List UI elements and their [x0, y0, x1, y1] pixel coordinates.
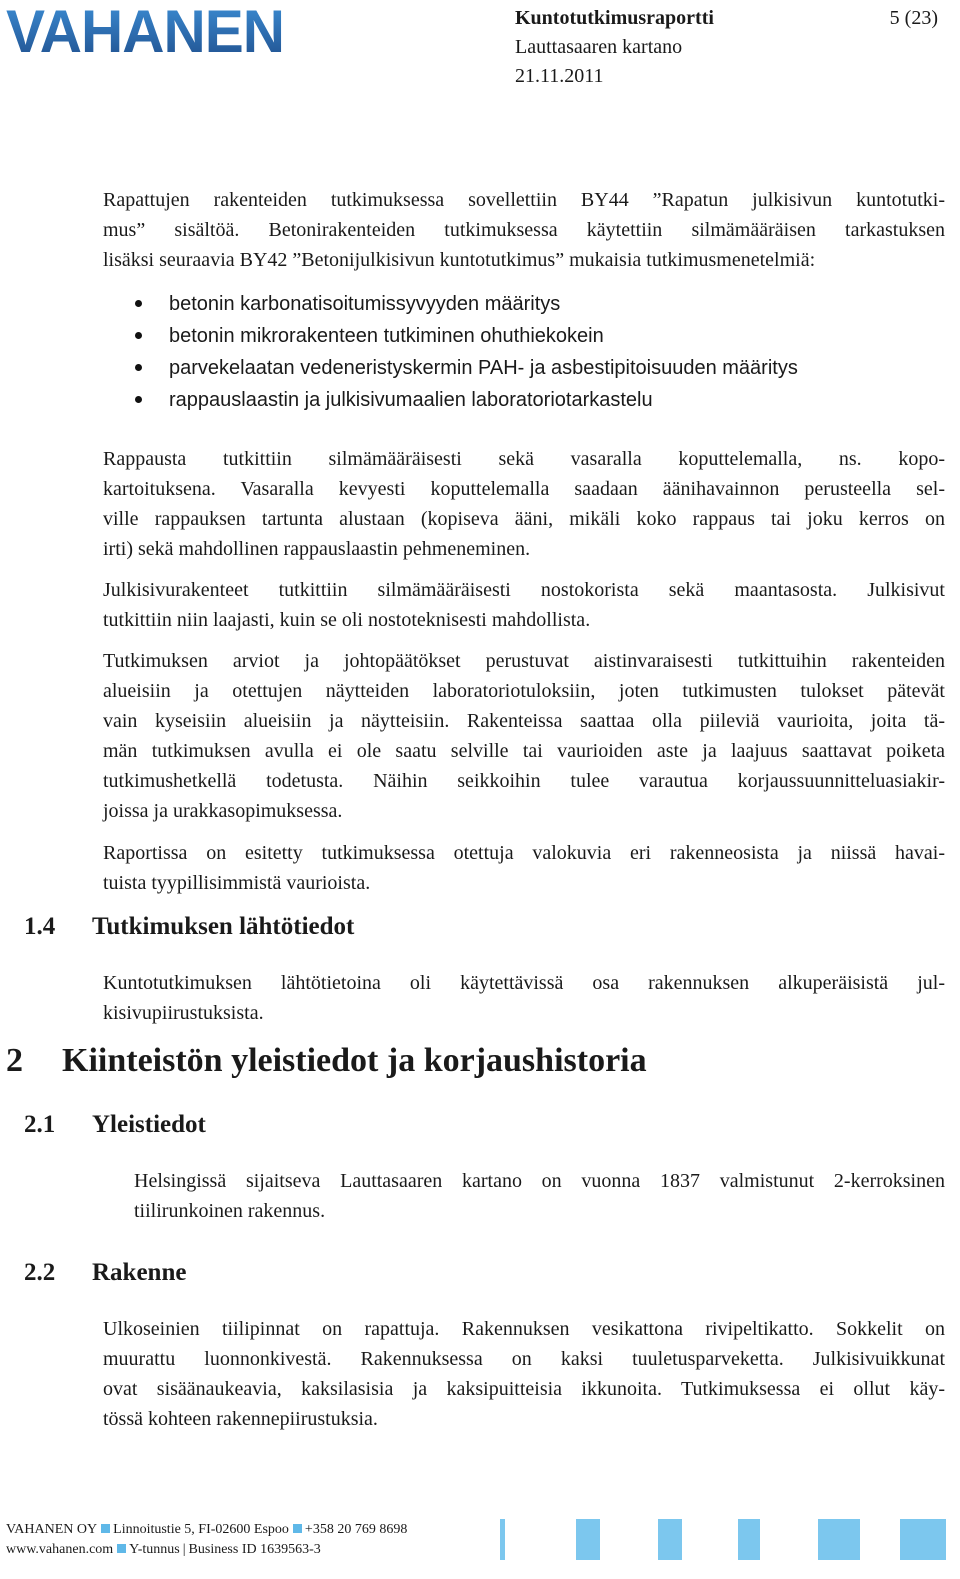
text-line: kisivupiirustuksista.	[103, 1002, 264, 1024]
footer-line-1	[6, 1520, 407, 1540]
paragraph-conclusions	[103, 646, 945, 826]
text-line: joissa ja urakkasopimuksessa.	[103, 800, 343, 822]
paragraph-source-data	[103, 968, 945, 1028]
text-line: Rapattujen rakenteiden tutkimuksessa sovellettiin BY44 ”Rapatun julkisivun kuntotutki-	[103, 189, 945, 211]
text-line: ovat sisäänaukeavia, kaksilasisia ja kaksipuitteisia ikkunoita. Tutkimuksessa ei ollut käy-	[103, 1378, 945, 1400]
text-line: ville rappauksen tartunta alustaan (kopiseva ääni, mikäli koko rappaus tai joku kerros on	[103, 508, 945, 530]
report-title: Kuntotutkimusraportti	[515, 7, 714, 29]
text-line: Ulkoseinien tiilipinnat on rapattuja. Rakennuksen vesikattona rivipeltikatto. Sokkelit on	[103, 1318, 945, 1340]
footer-address: Linnoitustie 5, FI-02600 Espoo	[113, 1522, 289, 1537]
text-line: kartoituksena. Vasaralla kevyesti koputtelemalla saadaan äänihavainnon perusteella sel-	[103, 478, 945, 500]
text-line: män tutkimuksen avulla ei ole saatu selville tai vaurioiden aste ja laajuus saattavat poiketa	[103, 740, 945, 762]
bullet-icon	[135, 364, 142, 371]
footer-phone: +358 20 769 8698	[304, 1522, 408, 1537]
list-item	[133, 352, 945, 384]
footer-line-2	[6, 1540, 321, 1560]
section-number: 1.4	[24, 913, 56, 940]
section-heading-2-2	[24, 1257, 624, 1289]
chapter-title: Kiinteistön yleistiedot ja korjaushistoria	[62, 1042, 647, 1079]
section-number: 2.1	[24, 1111, 56, 1138]
paragraph-photos	[103, 838, 945, 898]
text-line: mus” sisältöä. Betonirakenteiden tutkimuksessa käytettiin silmämääräisen tarkastuksen	[103, 219, 945, 241]
text-line: Kuntotutkimuksen lähtötietoina oli käytettävissä osa rakennuksen alkuperäisistä jul-	[103, 972, 945, 994]
chapter-number: 2	[6, 1042, 23, 1079]
paragraph-rendering	[103, 444, 945, 564]
section-number: 2.2	[24, 1259, 56, 1286]
page-number: 5 (23)	[889, 7, 938, 29]
list-item	[133, 288, 945, 320]
footer-separator: |	[182, 1542, 186, 1557]
footer-company: VAHANEN OY	[6, 1522, 98, 1537]
section-title: Yleistiedot	[92, 1111, 206, 1138]
section-title: Rakenne	[92, 1259, 187, 1286]
bullet-icon	[135, 332, 142, 339]
bullet-icon	[135, 396, 142, 403]
footer-web: www.vahanen.com	[6, 1542, 114, 1557]
paragraph-general-info	[134, 1166, 945, 1226]
vahanen-logo	[6, 2, 286, 58]
list-item-text: betonin mikrorakenteen tutkiminen ohuthiekokein	[169, 325, 604, 347]
text-line: Tutkimuksen arviot ja johtopäätökset perustuvat aistinvaraisesti tutkittuihin rakenteiden	[103, 650, 945, 672]
text-line: irti) sekä mahdollinen rappauslaastin pehmeneminen.	[103, 538, 531, 560]
text-line: tiilirunkoinen rakennus.	[134, 1200, 326, 1222]
methods-list	[133, 288, 945, 416]
text-line: tuista tyypillisimmistä vaurioista.	[103, 872, 371, 894]
list-item-text: betonin karbonatisoitumissyvyyden määritys	[169, 293, 561, 315]
list-item	[133, 384, 945, 416]
svg-text:VAHANEN: VAHANEN	[6, 2, 284, 58]
list-item-text: rappauslaastin ja julkisivumaalien laboratoriotarkastelu	[169, 389, 653, 411]
footer-business-id: Business ID 1639563-3	[188, 1542, 321, 1557]
text-line: lisäksi seuraavia BY42 ”Betonijulkisivun kuntotutkimus” mukaisia tutkimusmenetelmiä:	[103, 249, 816, 271]
report-date: 21.11.2011	[515, 65, 604, 87]
square-icon	[117, 1544, 126, 1553]
text-line: Raportissa on esitetty tutkimuksessa otettuja valokuvia eri rakenneosista ja niissä havai-	[103, 842, 945, 864]
text-line: Helsingissä sijaitseva Lauttasaaren kartano on vuonna 1837 valmistunut 2-kerroksinen	[134, 1170, 945, 1192]
paragraph-structure	[103, 1314, 945, 1434]
text-line: Julkisivurakenteet tutkittiin silmämääräisesti nostokorista sekä maantasosta. Julkisivut	[103, 579, 945, 601]
section-heading-1-4	[24, 911, 624, 943]
text-line: tutkittiin niin laajasti, kuin se oli nostoteknisesti mahdollista.	[103, 609, 591, 631]
bullet-icon	[135, 300, 142, 307]
square-icon	[101, 1524, 110, 1533]
report-subtitle: Lauttasaaren kartano	[515, 36, 683, 58]
text-line: vain kyseisiin alueisiin ja näytteisiin. Rakenteissa saattaa olla piileviä vaurioita, joita tä-	[103, 710, 945, 732]
square-icon	[293, 1524, 302, 1533]
chapter-heading-2	[6, 1041, 806, 1081]
footer-ytunnus: Y-tunnus	[129, 1542, 180, 1557]
text-line: alueisiin ja otettujen näytteiden laboratoriotuloksiin, joten tutkimusten tulokset pätevät	[103, 680, 945, 702]
section-heading-2-1	[24, 1109, 624, 1141]
list-item	[133, 320, 945, 352]
text-line: tutkimushetkellä todetusta. Näihin seikkoihin tulee varautua korjaussuunnitteluasiakir-	[103, 770, 945, 792]
footer-decoration-bars	[498, 1517, 960, 1562]
text-line: tössä kohteen rakennepiirustuksia.	[103, 1408, 378, 1430]
paragraph-facades	[103, 575, 945, 635]
section-title: Tutkimuksen lähtötiedot	[92, 913, 355, 940]
text-line: muurattu luonnonkivestä. Rakennuksessa on kaksi tuuletusparveketta. Julkisivuikkunat	[103, 1348, 945, 1370]
text-line: Rappausta tutkittiin silmämääräisesti sekä vasaralla koputtelemalla, ns. kopo-	[103, 448, 945, 470]
list-item-text: parvekelaatan vedeneristyskermin PAH- ja asbestipitoisuuden määritys	[169, 357, 798, 379]
paragraph-methods	[103, 185, 945, 275]
